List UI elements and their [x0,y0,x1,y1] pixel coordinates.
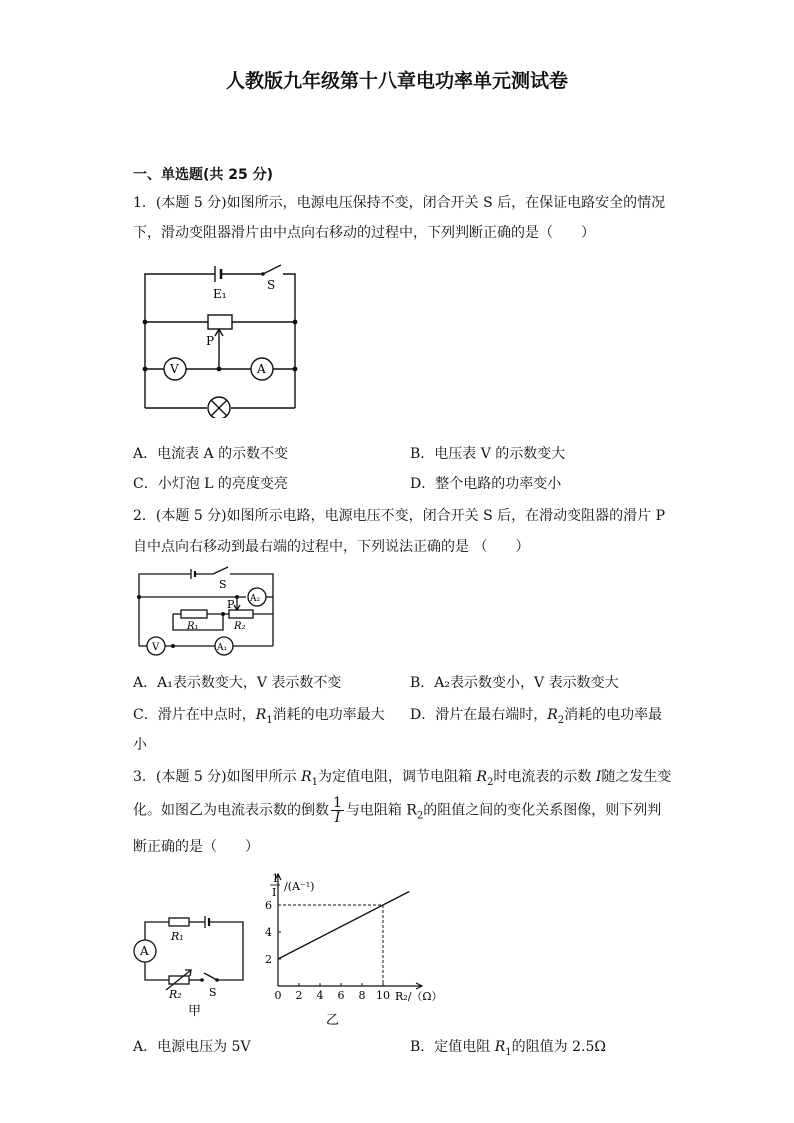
q2-option-c[interactable]: C．滑片在中点时，$R_1$消耗的电功率最大 [133,707,385,726]
y-tick-label: 4 [265,926,272,939]
q1-slider-label: P [206,334,215,348]
q2-option-a[interactable]: A．A₁表示数变大，V 表示数不变 [133,675,342,691]
q2-circuit-diagram [133,566,283,658]
q2-option-d[interactable]: D．滑片在最右端时，$R_2$消耗的电功率最 [410,707,663,726]
q2-option-b[interactable]: B．A₂表示数变小，V 表示数变大 [410,675,619,691]
q3-switch-label: S [209,986,217,999]
q3-graph-yi [262,866,462,1028]
q1-option-c[interactable]: C．小灯泡 L 的亮度变亮 [133,476,288,492]
q3-ammeter-label: A [140,944,149,958]
q3-text-line1: 3．(本题 5 分)如图甲所示 $R_1$为定值电阻，调节电阻箱 $R_2$时电流表的示数 I随之发生变 [133,769,672,788]
x-tick-label: 8 [358,989,366,1002]
q1-switch-label: S [267,278,276,292]
q1-voltmeter-label: V [170,362,179,376]
q1-text-line1: 1．(本题 5 分)如图所示，电源电压保持不变，闭合开关 S 后，在保证电路安全的情况 [133,195,666,211]
x-tick-label: 4 [316,989,324,1002]
x-tick-label: 6 [337,989,345,1002]
q2-option-d-continued: 小 [133,737,147,753]
x-tick-label: 2 [295,989,303,1002]
y-tick-label: 6 [265,899,272,912]
q2-text-line1: 2．(本题 5 分)如图所示电路，电源电压不变，闭合开关 S 后，在滑动变阻器的滑片 P [133,508,665,524]
q1-option-d[interactable]: D．整个电路的功率变小 [410,476,562,492]
x-tick-label: 0 [274,989,282,1002]
q2-r2-label: R₂ [234,621,246,632]
q2-v-label: V [152,642,160,653]
q2-text-line2: 自中点向右移动到最右端的过程中，下列说法正确的是 （ ） [133,539,530,555]
q3-option-a[interactable]: A．电源电压为 5V [133,1039,251,1055]
q1-battery-label: E₁ [213,287,227,301]
y-label-numerator: 1 [272,872,279,885]
q1-circuit-diagram [133,258,308,418]
q3-r2-label: R₂ [169,988,182,1001]
q1-ammeter-label: A [257,362,266,376]
q3-option-b[interactable]: B．定值电阻 $R_1$的阻值为 2.5Ω [410,1039,606,1058]
caption-jia: 甲 [188,1004,202,1019]
series-line [278,892,409,960]
caption-yi: 乙 [326,1013,340,1028]
q1-option-a[interactable]: A．电流表 A 的示数不变 [133,446,289,462]
y-label-unit: /(A⁻¹) [284,880,315,893]
q3-r1-label: R₁ [171,930,184,943]
q2-a1-label: A₁ [217,643,228,653]
q1-text-line2: 下，滑动变阻器滑片由中点向右移动的过程中，下列判断正确的是（ ） [133,225,595,241]
q3-text-line3: 断正确的是（ ） [133,839,259,855]
section-heading: 一、单选题(共 25 分) [133,167,274,183]
page-title: 人教版九年级第十八章电功率单元测试卷 [225,70,568,92]
q3-circuit-jia [133,910,253,1020]
q2-switch-label: S [219,578,227,591]
x-axis-label: R₂/（Ω） [395,990,443,1003]
q2-a2-label: A₂ [250,594,261,604]
q2-slider-label: P [227,598,235,611]
y-label-denominator: I [272,886,277,899]
q1-option-b[interactable]: B．电压表 V 的示数变大 [410,446,566,462]
x-tick-label: 10 [376,989,390,1002]
q2-r1-label: R₁ [187,621,199,632]
q3-text-line2: 化。如图乙为电流表示数的倒数 $\frac{1}{I}$ 与电阻箱 $R_2$的阻值之间的变化关系图像，则下列判 [133,795,662,826]
reciprocal-fraction: $\frac{1}{I}$ [333,795,342,826]
y-tick-label: 2 [265,953,272,966]
